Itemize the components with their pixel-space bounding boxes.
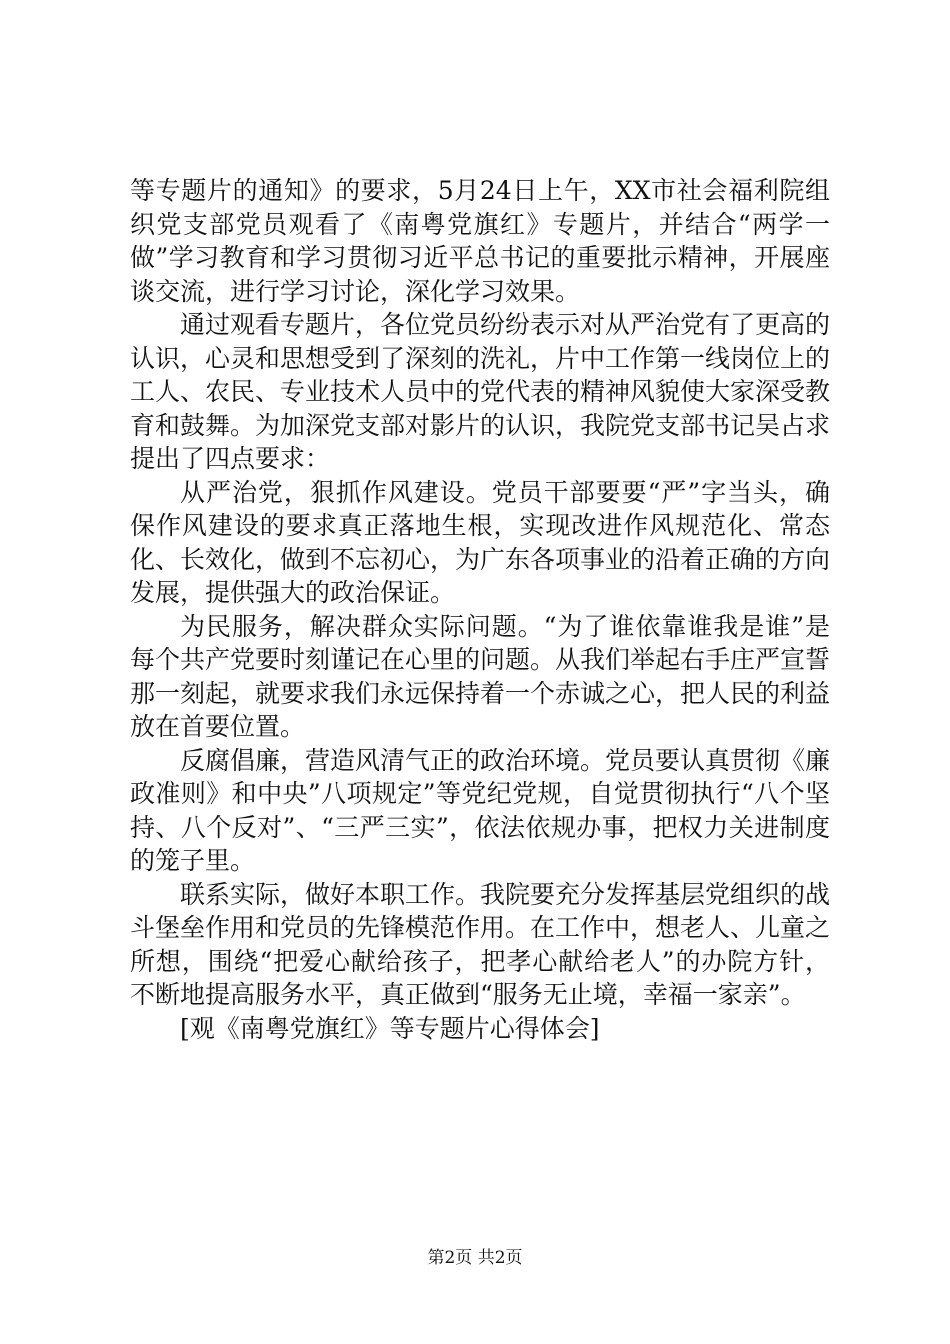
paragraph-requirement-3: 反腐倡廉，营造风清气正的政治环境。党员要认真贯彻《廉政准则》和中央”八项规定”等党纪党规，自觉贯彻执行“八个坚持、八个反对”、“三严三实”，依法依规办事，把权力关进制度的笼子里。: [130, 745, 831, 875]
paragraph-continuation: 等专题片的通知》的要求，5月24日上午，XX市社会福利院组织党支部党员观看了《南粤党旗红》专题片，并结合“两学一做”学习教育和学习贯彻习近平总书记的重要批示精神，开展座谈交流，进行学习讨论，深化学习效果。: [130, 176, 830, 306]
paragraph-requirement-2: 为民服务，解决群众实际问题。“为了谁依靠谁我是谁”是每个共产党要时刻谨记在心里的问题。从我们举起右手庄严宣誓那一刻起，就要求我们永远保持着一个赤诚之心，把人民的利益放在首要位置。: [130, 611, 831, 741]
page-number-footer: 第2页 共2页: [427, 1248, 523, 1268]
paragraph-requirement-1: 从严治党，狠抓作风建设。党员干部要要“严”字当头，确保作风建设的要求真正落地生根，实现改进作风规范化、常态化、长效化，做到不忘初心，为广东各项事业的沿着正确的方向发展，提供强大的政治保证。: [130, 477, 831, 607]
paragraph-impressions: 通过观看专题片，各位党员纷纷表示对从严治党有了更高的认识，心灵和思想受到了深刻的洗礼，片中工作第一线岗位上的工人、农民、专业技术人员中的党代表的精神风貌使大家深受教育和鼓舞。为加深党支部对影片的认识，我院党支部书记吴占求提出了四点要求：: [130, 310, 831, 473]
document-body: [130, 174, 830, 1045]
paragraph-requirement-4: 联系实际，做好本职工作。我院要充分发挥基层党组织的战斗堡垒作用和党员的先锋模范作用。在工作中，想老人、儿童之所想，围绕“把爱心献给孩子，把孝心献给老人”的办院方针，不断地提高服务水平，真正做到“服务无止境，幸福一家亲”。: [130, 879, 831, 1009]
document-title-tag: [观《南粤党旗红》等专题片心得体会]: [180, 1013, 600, 1043]
